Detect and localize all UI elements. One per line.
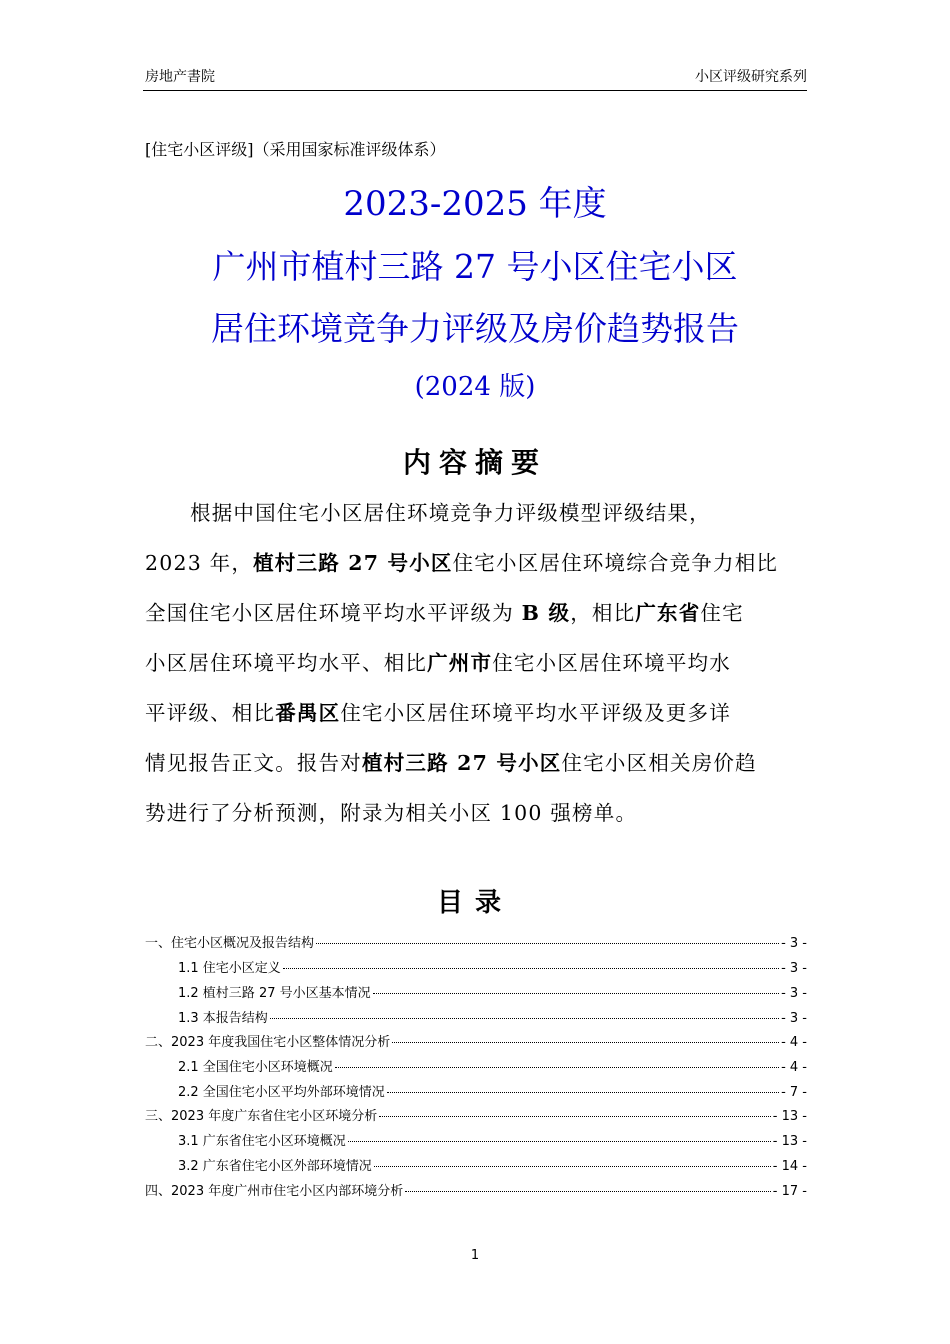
header-right-text: 小区评级研究系列	[695, 69, 807, 85]
city-highlight: 广州市	[427, 651, 493, 675]
abstract-paragraph-line	[145, 700, 810, 726]
toc-entry-page: - 13 -	[772, 1134, 807, 1149]
rating-tag-line: [住宅小区评级]（采用国家标准评级体系）	[145, 140, 446, 159]
toc-dot-leader	[283, 968, 779, 969]
toc-entry-label: 3.2 广东省住宅小区外部环境情况	[178, 1159, 372, 1174]
abstract-text: 势进行了分析预测，附录为相关小区 100 强榜单。	[145, 801, 638, 825]
abstract-text: 情见报告正文。报告对	[145, 751, 362, 775]
abstract-text: 全国住宅小区居住环境平均水平评级为	[145, 601, 522, 625]
abstract-text: 住宅小区居住环境综合竞争力相比	[452, 551, 779, 575]
toc-entry[interactable]	[178, 985, 807, 1003]
toc-entry[interactable]	[145, 1108, 807, 1126]
toc-entry-label: 1.3 本报告结构	[178, 1011, 268, 1026]
toc-entry-page: - 13 -	[772, 1109, 807, 1124]
community-name-highlight: 植村三路 27 号小区	[362, 751, 562, 775]
toc-entry-page: - 4 -	[781, 1060, 807, 1075]
header-divider	[143, 90, 807, 91]
toc-entry-page: - 4 -	[781, 1035, 807, 1050]
abstract-text: 平评级、相比	[145, 701, 276, 725]
district-highlight: 番禺区	[275, 701, 341, 725]
toc-entry-page: - 3 -	[781, 986, 807, 1001]
toc-dot-leader	[392, 1042, 779, 1043]
title-line-2: 广州市植村三路 27 号小区住宅小区	[212, 247, 738, 286]
toc-entry-label: 二、2023 年度我国住宅小区整体情况分析	[145, 1035, 391, 1050]
toc-entry[interactable]	[178, 1084, 807, 1102]
toc-entry-label: 三、2023 年度广东省住宅小区环境分析	[145, 1109, 378, 1124]
rating-grade-highlight: B 级	[521, 601, 571, 625]
abstract-text: 根据中国住宅小区居住环境竞争力评级模型评级结果，	[190, 501, 711, 525]
toc-dot-leader	[374, 1166, 771, 1167]
community-name-highlight: 植村三路 27 号小区	[253, 551, 453, 575]
abstract-paragraph-line	[190, 500, 810, 526]
abstract-text: ，相比	[570, 601, 636, 625]
province-highlight: 广东省	[635, 601, 701, 625]
toc-dot-leader	[405, 1191, 771, 1192]
toc-entry-label: 1.2 植村三路 27 号小区基本情况	[178, 986, 371, 1001]
page-number: 1	[470, 1248, 480, 1263]
abstract-paragraph-line	[145, 800, 810, 826]
toc-heading: 目录	[436, 888, 513, 918]
toc-dot-leader	[270, 1018, 779, 1019]
toc-entry-page: - 3 -	[781, 1011, 807, 1026]
toc-dot-leader	[316, 943, 779, 944]
title-edition: (2024 版)	[414, 372, 536, 402]
toc-entry-page: - 14 -	[772, 1159, 807, 1174]
toc-entry[interactable]	[145, 935, 807, 953]
toc-dot-leader	[373, 993, 779, 994]
abstract-text: 住宅小区居住环境平均水平评级及更多详	[340, 701, 731, 725]
abstract-paragraph-line	[145, 750, 810, 776]
abstract-paragraph-line	[145, 600, 810, 626]
toc-entry[interactable]	[178, 1010, 807, 1028]
toc-entry-page: - 3 -	[781, 936, 807, 951]
header-left-text: 房地产書院	[145, 69, 215, 85]
toc-entry-label: 3.1 广东省住宅小区环境概况	[178, 1134, 346, 1149]
abstract-text: 2023 年，	[145, 551, 254, 575]
abstract-text: 小区居住环境平均水平、相比	[145, 651, 428, 675]
toc-entry-label: 一、住宅小区概况及报告结构	[145, 936, 315, 951]
toc-dot-leader	[379, 1116, 771, 1117]
title-line-1: 2023-2025 年度	[343, 184, 607, 224]
toc-entry[interactable]	[178, 1059, 807, 1077]
abstract-heading: 内容摘要	[402, 446, 547, 479]
abstract-text: 住宅	[700, 601, 744, 625]
toc-entry-label: 2.2 全国住宅小区平均外部环境情况	[178, 1085, 385, 1100]
toc-entry[interactable]	[178, 1133, 807, 1151]
toc-dot-leader	[348, 1141, 771, 1142]
toc-entry[interactable]	[178, 960, 807, 978]
toc-dot-leader	[335, 1067, 779, 1068]
abstract-paragraph-line	[145, 650, 810, 676]
toc-entry-label: 1.1 住宅小区定义	[178, 961, 281, 976]
title-line-3: 居住环境竞争力评级及房价趋势报告	[211, 309, 739, 348]
toc-entry-page: - 3 -	[781, 961, 807, 976]
toc-entry-label: 2.1 全国住宅小区环境概况	[178, 1060, 333, 1075]
toc-dot-leader	[387, 1092, 779, 1093]
toc-entry-page: - 7 -	[781, 1085, 807, 1100]
toc-entry-page: - 17 -	[772, 1184, 807, 1199]
abstract-text: 住宅小区相关房价趋	[561, 751, 757, 775]
abstract-paragraph-line	[145, 550, 810, 576]
toc-entry[interactable]	[178, 1158, 807, 1176]
abstract-text: 住宅小区居住环境平均水	[492, 651, 731, 675]
toc-entry[interactable]	[145, 1034, 807, 1052]
toc-entry-label: 四、2023 年度广州市住宅小区内部环境分析	[145, 1184, 404, 1199]
toc-entry[interactable]	[145, 1183, 807, 1201]
